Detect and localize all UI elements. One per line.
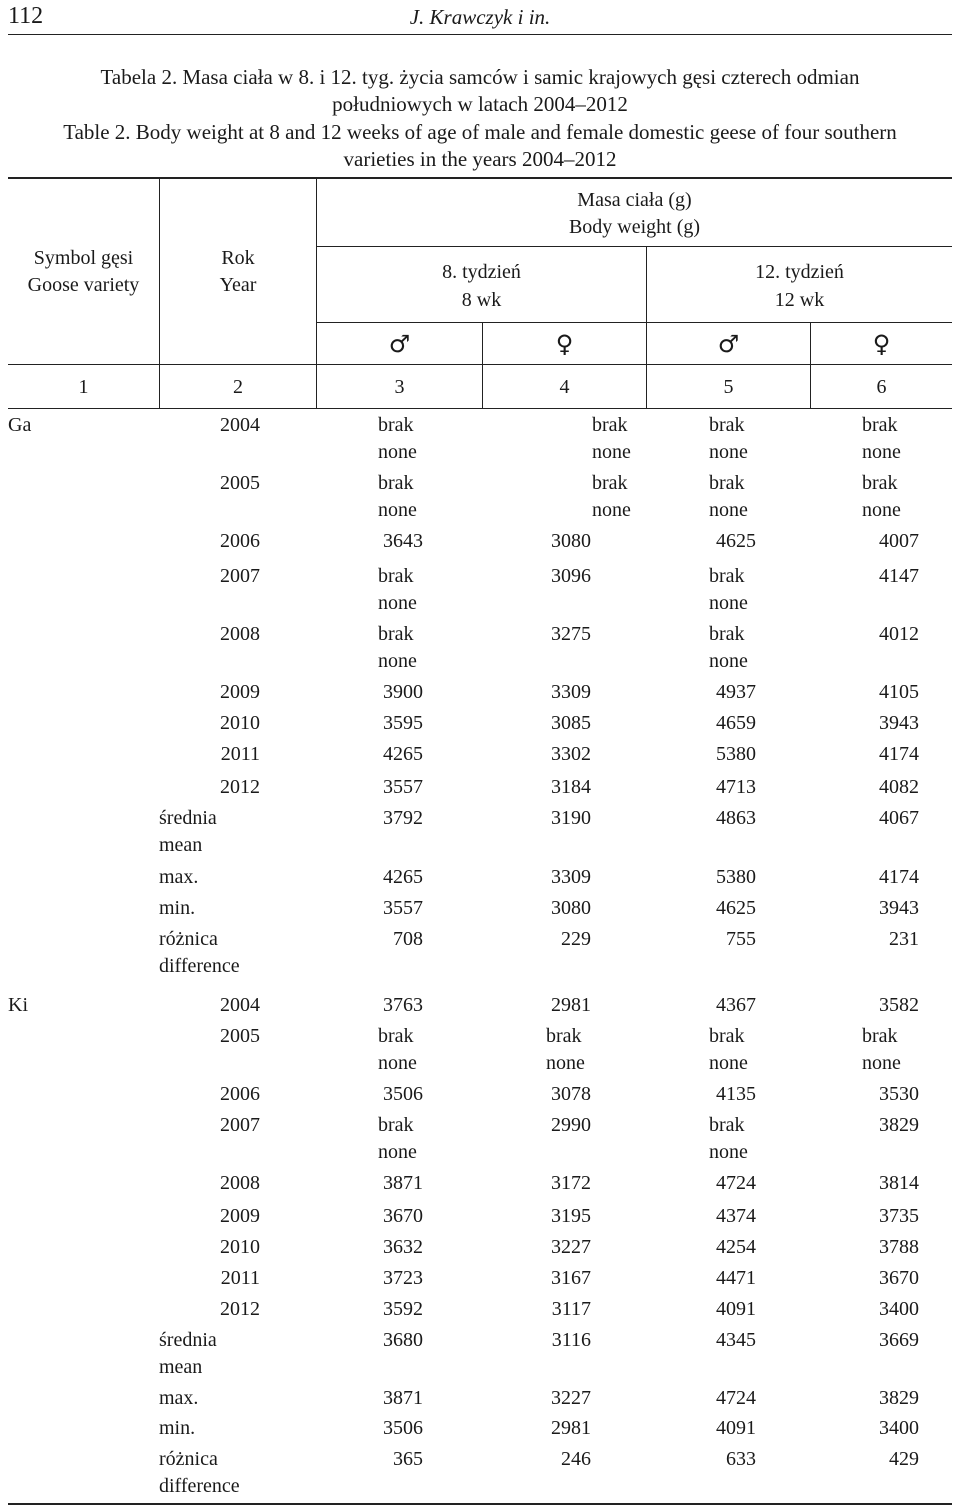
stat-label: min. bbox=[159, 1417, 196, 1439]
stat-value: 708 bbox=[393, 928, 423, 950]
variety-symbol: Ga bbox=[8, 414, 32, 436]
stat-label: różnica bbox=[159, 1448, 218, 1470]
value-missing-en: none bbox=[592, 499, 631, 521]
year-cell: 2008 bbox=[220, 623, 260, 645]
header-symbol-en: Goose variety bbox=[27, 274, 140, 296]
header-mass-pl: Masa ciała (g) bbox=[577, 189, 692, 211]
header-rule bbox=[8, 34, 952, 35]
col-number-2: 2 bbox=[233, 376, 243, 398]
header-wk8-pl: 8. tydzień bbox=[442, 261, 521, 283]
value-cell: 4367 bbox=[716, 994, 756, 1016]
value-cell: 3582 bbox=[879, 994, 919, 1016]
stat-value: 3792 bbox=[383, 807, 423, 829]
value-missing-pl: brak bbox=[592, 414, 628, 436]
value-cell: 3302 bbox=[551, 743, 591, 765]
value-missing-en: none bbox=[709, 650, 748, 672]
stat-label: mean bbox=[159, 1356, 203, 1378]
value-cell: 3117 bbox=[551, 1298, 591, 1320]
col-number-4: 4 bbox=[559, 376, 570, 398]
stat-label: difference bbox=[159, 955, 240, 977]
number-rule bbox=[8, 408, 952, 409]
value-cell: 3080 bbox=[551, 530, 591, 552]
stat-value: 3871 bbox=[383, 1387, 423, 1409]
header-symbol-pl: Symbol gęsi bbox=[33, 247, 134, 269]
year-cell: 2008 bbox=[220, 1172, 260, 1194]
value-missing-en: none bbox=[709, 441, 748, 463]
stat-value: 4345 bbox=[716, 1329, 756, 1351]
stat-value: 4067 bbox=[879, 807, 919, 829]
value-cell: 4105 bbox=[879, 681, 919, 703]
value-missing-pl: brak bbox=[709, 623, 745, 645]
value-cell: 3900 bbox=[383, 681, 423, 703]
header-wk12-en: 12 wk bbox=[774, 289, 825, 311]
col-number-3: 3 bbox=[394, 376, 405, 398]
value-cell: 3172 bbox=[551, 1172, 591, 1194]
stat-value: 3680 bbox=[383, 1329, 423, 1351]
value-missing-en: none bbox=[709, 499, 748, 521]
year-cell: 2006 bbox=[220, 530, 260, 552]
value-cell: 2981 bbox=[551, 994, 591, 1016]
stat-value: 3116 bbox=[551, 1329, 591, 1351]
value-missing-en: none bbox=[378, 441, 417, 463]
value-cell: 4147 bbox=[879, 565, 919, 587]
stat-value: 3309 bbox=[551, 866, 591, 888]
female-symbol-wk8: ♀ bbox=[555, 330, 574, 358]
value-missing-en: none bbox=[378, 1052, 417, 1074]
value-cell: 3943 bbox=[879, 712, 919, 734]
caption-en-line-1: Table 2. Body weight at 8 and 12 weeks of age of male and female domestic geese of four southern bbox=[63, 120, 897, 144]
value-cell: 3670 bbox=[879, 1267, 919, 1289]
value-cell: 3506 bbox=[383, 1083, 423, 1105]
value-missing-en: none bbox=[862, 441, 901, 463]
value-missing-pl: brak bbox=[378, 565, 414, 587]
stat-label: difference bbox=[159, 1475, 240, 1497]
stat-label: różnica bbox=[159, 928, 218, 950]
value-cell: 4254 bbox=[716, 1236, 756, 1258]
header-year-pl: Rok bbox=[221, 247, 255, 269]
table-bottom-rule bbox=[8, 1503, 952, 1505]
value-cell: 3557 bbox=[383, 776, 423, 798]
stat-value: 365 bbox=[393, 1448, 423, 1470]
week-rule bbox=[316, 322, 952, 323]
stat-value: 246 bbox=[561, 1448, 591, 1470]
value-cell: 4625 bbox=[716, 530, 756, 552]
value-missing-pl: brak bbox=[862, 414, 898, 436]
col-number-6: 6 bbox=[876, 376, 887, 398]
value-missing-en: none bbox=[546, 1052, 585, 1074]
value-cell: 3763 bbox=[383, 994, 423, 1016]
stat-value: 4863 bbox=[716, 807, 756, 829]
value-cell: 2990 bbox=[551, 1114, 591, 1136]
stat-value: 755 bbox=[726, 928, 756, 950]
year-cell: 2005 bbox=[220, 472, 260, 494]
value-missing-en: none bbox=[862, 499, 901, 521]
stat-value: 429 bbox=[889, 1448, 919, 1470]
value-cell: 4724 bbox=[716, 1172, 756, 1194]
value-cell: 4471 bbox=[716, 1267, 756, 1289]
value-missing-en: none bbox=[592, 441, 631, 463]
stat-value: 5380 bbox=[716, 866, 756, 888]
value-cell: 5380 bbox=[716, 743, 756, 765]
value-cell: 3871 bbox=[383, 1172, 423, 1194]
stat-value: 4724 bbox=[716, 1387, 756, 1409]
value-missing-en: none bbox=[709, 1141, 748, 1163]
header-mass-en: Body weight (g) bbox=[568, 216, 701, 238]
variety-symbol: Ki bbox=[8, 994, 28, 1016]
value-cell: 3829 bbox=[879, 1114, 919, 1136]
value-missing-en: none bbox=[378, 1141, 417, 1163]
stat-value: 3557 bbox=[383, 897, 423, 919]
stat-value: 229 bbox=[561, 928, 591, 950]
year-cell: 2007 bbox=[220, 1114, 260, 1136]
value-missing-pl: brak bbox=[709, 565, 745, 587]
value-missing-pl: brak bbox=[378, 1114, 414, 1136]
stat-value: 633 bbox=[726, 1448, 756, 1470]
header-wk8-en: 8 wk bbox=[461, 289, 502, 311]
value-missing-pl: brak bbox=[709, 472, 745, 494]
stat-label: średnia bbox=[159, 807, 217, 829]
value-cell: 4174 bbox=[879, 743, 919, 765]
stat-value: 3829 bbox=[879, 1387, 919, 1409]
value-missing-pl: brak bbox=[378, 623, 414, 645]
stat-label: średnia bbox=[159, 1329, 217, 1351]
year-cell: 2010 bbox=[220, 712, 260, 734]
stat-value: 3400 bbox=[879, 1417, 919, 1439]
stat-value: 4265 bbox=[383, 866, 423, 888]
table-top-rule bbox=[8, 177, 952, 179]
year-cell: 2011 bbox=[220, 1267, 260, 1289]
value-cell: 4659 bbox=[716, 712, 756, 734]
value-cell: 3078 bbox=[551, 1083, 591, 1105]
stat-value: 3227 bbox=[551, 1387, 591, 1409]
value-cell: 4012 bbox=[879, 623, 919, 645]
value-cell: 3735 bbox=[879, 1205, 919, 1227]
year-cell: 2006 bbox=[220, 1083, 260, 1105]
male-symbol-wk12: ♂ bbox=[717, 330, 740, 358]
year-cell: 2005 bbox=[220, 1025, 260, 1047]
stat-value: 4174 bbox=[879, 866, 919, 888]
value-missing-pl: brak bbox=[862, 472, 898, 494]
col-number-1: 1 bbox=[78, 376, 89, 398]
value-cell: 4937 bbox=[716, 681, 756, 703]
stat-label: max. bbox=[159, 866, 199, 888]
stat-label: mean bbox=[159, 834, 203, 856]
value-missing-en: none bbox=[378, 650, 417, 672]
value-cell: 3723 bbox=[383, 1267, 423, 1289]
female-symbol-wk12: ♀ bbox=[872, 330, 891, 358]
value-cell: 3643 bbox=[383, 530, 423, 552]
value-cell: 3530 bbox=[879, 1083, 919, 1105]
value-cell: 3788 bbox=[879, 1236, 919, 1258]
year-cell: 2004 bbox=[220, 994, 260, 1016]
stat-value: 3669 bbox=[879, 1329, 919, 1351]
stat-label: min. bbox=[159, 897, 196, 919]
value-cell: 3195 bbox=[551, 1205, 591, 1227]
stat-value: 3080 bbox=[551, 897, 591, 919]
year-cell: 2011 bbox=[220, 743, 260, 765]
stat-value: 3506 bbox=[383, 1417, 423, 1439]
year-cell: 2012 bbox=[220, 776, 260, 798]
value-missing-en: none bbox=[709, 1052, 748, 1074]
value-missing-pl: brak bbox=[592, 472, 628, 494]
value-missing-pl: brak bbox=[378, 472, 414, 494]
year-cell: 2007 bbox=[220, 565, 260, 587]
value-cell: 3227 bbox=[551, 1236, 591, 1258]
stat-value: 4625 bbox=[716, 897, 756, 919]
value-cell: 3096 bbox=[551, 565, 591, 587]
value-cell: 4265 bbox=[383, 743, 423, 765]
value-cell: 4374 bbox=[716, 1205, 756, 1227]
value-cell: 3184 bbox=[551, 776, 591, 798]
col-divider-1 bbox=[159, 178, 160, 364]
stat-value: 231 bbox=[889, 928, 919, 950]
caption-pl-line-1: Tabela 2. Masa ciała w 8. i 12. tyg. życia samców i samic krajowych gęsi czterech odmian bbox=[100, 65, 860, 89]
value-cell: 3595 bbox=[383, 712, 423, 734]
year-cell: 2004 bbox=[220, 414, 260, 436]
value-missing-en: none bbox=[709, 592, 748, 614]
value-cell: 3814 bbox=[879, 1172, 919, 1194]
stat-value: 3943 bbox=[879, 897, 919, 919]
value-cell: 3400 bbox=[879, 1298, 919, 1320]
value-missing-pl: brak bbox=[546, 1025, 582, 1047]
value-missing-pl: brak bbox=[709, 1114, 745, 1136]
header-year-en: Year bbox=[219, 274, 257, 296]
male-symbol-wk8: ♂ bbox=[388, 330, 411, 358]
value-cell: 4091 bbox=[716, 1298, 756, 1320]
value-missing-en: none bbox=[862, 1052, 901, 1074]
mass-rule bbox=[316, 246, 952, 247]
year-cell: 2012 bbox=[220, 1298, 260, 1320]
value-cell: 3167 bbox=[551, 1267, 591, 1289]
value-cell: 4007 bbox=[879, 530, 919, 552]
value-cell: 4082 bbox=[879, 776, 919, 798]
year-cell: 2010 bbox=[220, 1236, 260, 1258]
value-missing-en: none bbox=[378, 592, 417, 614]
running-head: J. Krawczyk i in. bbox=[409, 5, 551, 29]
stat-value: 2981 bbox=[551, 1417, 591, 1439]
value-cell: 3275 bbox=[551, 623, 591, 645]
page-number: 112 bbox=[8, 3, 44, 29]
value-missing-en: none bbox=[378, 499, 417, 521]
caption-pl-line-2: południowych w latach 2004–2012 bbox=[332, 92, 628, 116]
value-cell: 3592 bbox=[383, 1298, 423, 1320]
value-cell: 4135 bbox=[716, 1083, 756, 1105]
value-missing-pl: brak bbox=[378, 414, 414, 436]
value-missing-pl: brak bbox=[862, 1025, 898, 1047]
col-number-5: 5 bbox=[723, 376, 734, 398]
caption-en-line-2: varieties in the years 2004–2012 bbox=[343, 147, 617, 171]
stat-value: 3190 bbox=[551, 807, 591, 829]
value-missing-pl: brak bbox=[378, 1025, 414, 1047]
value-cell: 3632 bbox=[383, 1236, 423, 1258]
header-wk12-pl: 12. tydzień bbox=[755, 261, 844, 283]
year-cell: 2009 bbox=[220, 681, 260, 703]
year-cell: 2009 bbox=[220, 1205, 260, 1227]
value-missing-pl: brak bbox=[709, 1025, 745, 1047]
stat-value: 4091 bbox=[716, 1417, 756, 1439]
value-cell: 3670 bbox=[383, 1205, 423, 1227]
value-cell: 4713 bbox=[716, 776, 756, 798]
stat-label: max. bbox=[159, 1387, 199, 1409]
value-cell: 3085 bbox=[551, 712, 591, 734]
value-cell: 3309 bbox=[551, 681, 591, 703]
value-missing-pl: brak bbox=[709, 414, 745, 436]
